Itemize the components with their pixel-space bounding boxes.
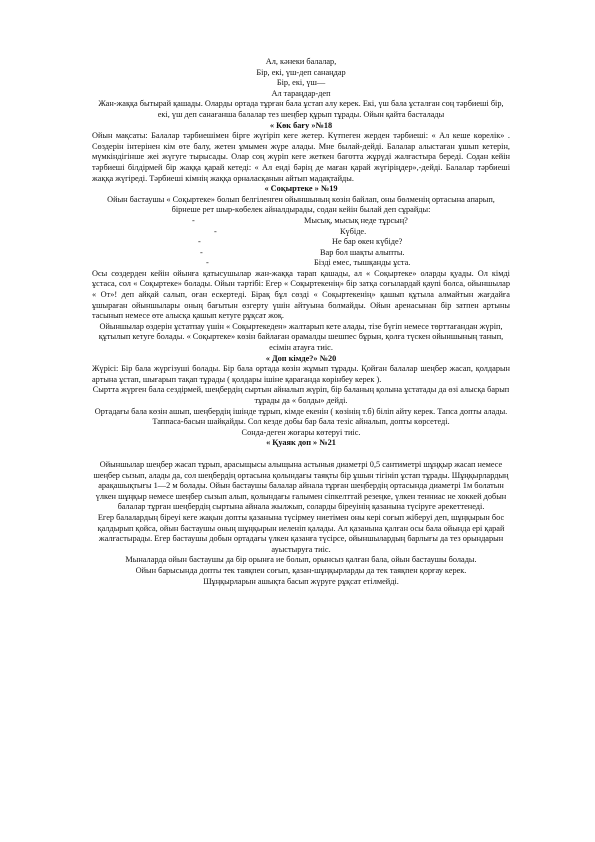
dialogue-dash: - bbox=[214, 226, 217, 236]
paragraph: Жан-жаққа бытырай қашады. Оларды ортада тұрған бала ұстап алу керек. Екі, үш бала ұсталған соң тәрбиеші бір, екі, үш деп санағанша балалар тез шеңбер құрып тұрады. Ойын қайта басталады bbox=[98, 99, 504, 119]
dialogue-dash: - bbox=[198, 237, 201, 247]
game-title: « Көк бағу »№18 bbox=[269, 120, 333, 130]
dialogue-line bbox=[92, 227, 510, 238]
paragraph: Ойын мақсаты: Балалар тәрбиешімен бірге жүгіріп кеге жетер. Күтпеген жерден тәрбиеші: « Ал кеше көрелік» . Сөздерін інтерінен кім өте балу, жетен ұмымен жүре алады. Мне былай-дейді. Балалар алыстаған ұшып кетерін, мүмкіндігінше жеі жүгуге тырысады. Олар соң жүріп кеге жеткен баготта жұрүді жалғастыра береді. Содан кейін тәрбиеші білдірмей бір жаққа қарай кетеді: « Ал енді бәрің де маған қарай жүгіріңдер»,-дейді. Балалар тәрбиеші жаққа жүгіреді. Тәрбиеші кімнің жаққа орналасқанын айтып мадақтайды. bbox=[92, 131, 510, 183]
blank-line bbox=[92, 449, 510, 460]
dialogue-line bbox=[92, 237, 510, 248]
dialogue-text: Вар бол шақты алыпты. bbox=[320, 247, 405, 257]
dialogue-text: Күбіде. bbox=[340, 226, 367, 236]
paragraph: Ойыншылар өздерін ұстатпау үшін « Соқыртекеден» жалтарып кете алады, тізе бүгіп немесе төрттағандан жүріп, құтылып кетуге болады. « Соқыртеке» көзін байлаған орамалды шешпес бұрын, қолға түскен ойыншының танып, есімін атауға тиіс. bbox=[98, 321, 504, 353]
document-body bbox=[92, 57, 510, 587]
paragraph: Жүрісі: Бір бала жүргізуші болады. Бір бала ортада көзін жұмып тұрады. Қойған балалар шеңбер жасап, қолдарын артына ұстап, шығарып тақап тұрады ( қолдары ішіне қарағанда көрінбеу керек ). bbox=[92, 364, 510, 384]
game-title: « Доп кімде?» №20 bbox=[265, 353, 337, 363]
dialogue-text: Бізді емес, тышқанды ұста. bbox=[314, 258, 411, 268]
paragraph: Осы сөздерден кейін ойынға қатысушылар жан-жаққа тарап қашады, ал « Соқыртеке» оларды қуады. Ол кімді ұстаса, сол « Соқыртеке» болады. Ойын тәртібі: Егер « Соқыртекенің» бір затқа соғылардай қаупі болса, ойыншылар « От»! деп айқай салып, оған ескертеді. Бірақ бұл сөзді « Соқыртекенің» қашып құтыла алмайтын жағдайға ұшыраған ойыншылары оның бағытын өзгерту үшін айтуына болмайды. Ойын аренасынан бір затпен артыны тасынып немесе өте алысқа қашып кетуге рұқсат жоқ. bbox=[92, 268, 510, 321]
dialogue-line bbox=[92, 248, 510, 259]
poem-line: Ал, кәнеки балалар, bbox=[265, 57, 337, 66]
paragraph: Ойын бастаушы « Соқыртеке» болып белгіленген ойыншының көзін байлап, оны бөлменің ортасына апарып, бірнеше рет шыр-көбелек айналдырады, содан кейін былай деп сұрайды: bbox=[107, 194, 495, 215]
dialogue-dash: - bbox=[206, 258, 209, 268]
paragraph: Егер балалардың біреуі кеге жақын допты қазанына түсірмеу ниетімен оны кері соғып жіберуі деп, шұңқырын бос қалдырып қойса, ойын бастаушы оның шұңқырын иеленіп қалады. Ал қазанына қалған осы бала ойында ері қарай жалғастырады. Егер бастаушы добын ортадағы үлкен қазанға түсірсе, ойыншылардың барлығы да тез орындарын ауыстыруға тиіс. bbox=[97, 512, 505, 554]
dialogue-dash: - bbox=[192, 215, 195, 225]
poem-line: Бір, екі, үш— bbox=[276, 78, 326, 88]
dialogue-line bbox=[92, 216, 510, 227]
dialogue-text: Не бар өкен күбіде? bbox=[332, 237, 403, 247]
game-title: « Қуаяк доп » №21 bbox=[266, 438, 336, 448]
poem-line: Бір, екі, үш-деп санаңдар bbox=[256, 67, 346, 77]
paragraph: Ойын барысында допты тек таяқпен соғып, қазан-шұңқырларды да тек таяқпен қорғау керек. bbox=[135, 565, 467, 575]
paragraph: Шұңқырларын ашықта басып жүруге рұқсат етілмейді. bbox=[203, 576, 399, 586]
poem-line: Ал тараңдар-деп bbox=[271, 88, 331, 98]
game-title: « Соқыртеке » №19 bbox=[264, 184, 338, 194]
dialogue-line bbox=[92, 258, 510, 269]
paragraph: Ортадағы бала көзін ашып, шеңбердің ішінде тұрып, кімде екенін ( көзінің т.б) біліп айту керек. Тапса допты алады. Таппаса-басын шайқайды. Сол кезде добы бар бала тезіс айналып, допты көрсетеді. bbox=[94, 406, 508, 427]
paragraph: Сыртта жүрген бала сездірмей, шеңбердің сыртын айналып жүріп, бір баланың қолына ұстатады да өзі алысқа барып тұрады да « болды» дейді. bbox=[92, 385, 510, 405]
dialogue-text: Мысық, мысық неде тұрсың? bbox=[304, 215, 408, 225]
paragraph: Ойыншылар шеңбер жасап тұрып, арасыщысы алыщына астыныя диаметрі 0,5 сантиметрі шұңқыр жасап немесе шеңбер сызып, алады да, сол шеңбердің ортасына қолындағы таяқты бір ұшын тігініп ұстап тұрады. Шұңқырлардың арақашықтығы 1—2 м болады. Ойын бастаушы балалар айнала тұрған шеңбердің ортасында диаметрі 1м болатын үлкен шұңқыр немесе шеңбер сызып алып, қолындағы ғалымен сіпкелттай резеңке, үлкен тенниас не хоккей добын балалар тұрған шеңбердің сыртына айнала жылжып, соларды біреуінің қазанына түсіруге әрекеттенеді. bbox=[93, 459, 509, 512]
paragraph: Сонда-деген жоғары көтеруі тиіс. bbox=[241, 427, 361, 437]
dialogue-dash: - bbox=[200, 247, 203, 257]
paragraph: Мыналарда ойын бастаушы да бір орынға ие болып, орынсыз қалған бала, ойын бастаушы болады. bbox=[125, 555, 477, 565]
